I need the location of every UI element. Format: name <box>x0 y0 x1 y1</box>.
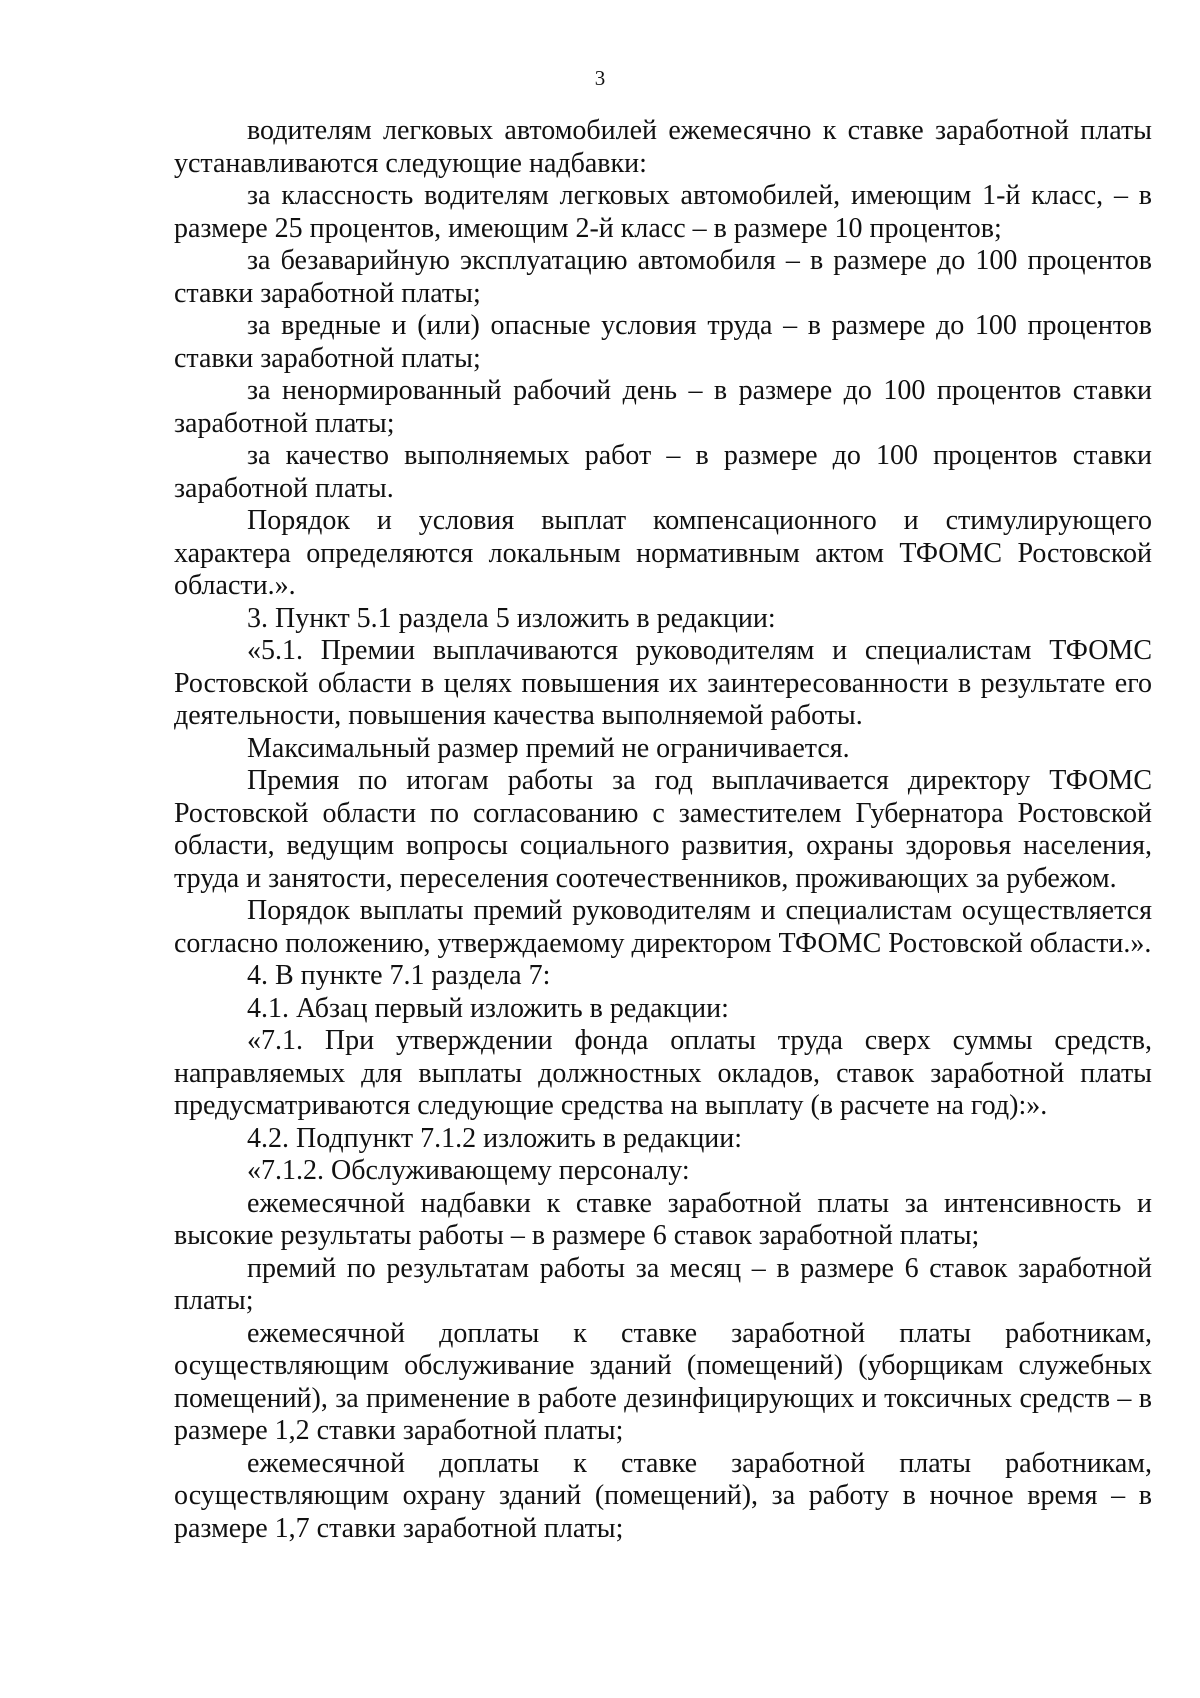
paragraph-payment-procedure: Порядок и условия выплат компенсационного и стимулирующего характера определяются локальным нормативным актом ТФОМС Ростовской области.». <box>174 505 1152 601</box>
paragraph-irregular-hours-allowance: за ненормированный рабочий день – в размере до 100 процентов ставки заработной платы; <box>174 375 1152 439</box>
paragraph-clause-5-1: «5.1. Премии выплачиваются руководителям и специалистам ТФОМС Ростовской области в целях повышения их заинтересованности в результате его деятельности, повышения качества выполняемой работы. <box>174 635 1152 731</box>
paragraph-item-4-1-heading: 4.1. Абзац первый изложить в редакции: <box>247 992 729 1024</box>
paragraph-work-quality-allowance: за качество выполняемых работ – в размере до 100 процентов ставки заработной платы. <box>174 440 1152 504</box>
paragraph-bonus-limit: Максимальный размер премий не ограничивается. <box>247 732 850 764</box>
paragraph-bonus-procedure: Порядок выплаты премий руководителям и специалистам осуществляется согласно положению, утверждаемому директором ТФОМС Ростовской области.». <box>174 895 1152 959</box>
paragraph-cleaning-staff-supplement: ежемесячной доплаты к ставке заработной платы работникам, осуществляющим обслуживание зданий (помещений) (уборщикам служебных помещений), за применение в работе дезинфицирующих и токсичных средств – в размере 1,2 ставки заработной платы; <box>174 1317 1152 1446</box>
document-body <box>174 115 1152 1545</box>
paragraph-annual-bonus: Премия по итогам работы за год выплачивается директору ТФОМС Ростовской области по согласованию с заместителем Губернатора Ростовской области, ведущим вопросы социального развития, охраны здоровья населения, труда и занятости, переселения соотечественников, проживающих за рубежом. <box>174 765 1152 894</box>
paragraph-item-3-heading: 3. Пункт 5.1 раздела 5 изложить в редакции: <box>247 602 776 634</box>
paragraph-intensity-allowance: ежемесячной надбавки к ставке заработной платы за интенсивность и высокие результаты работы – в размере 6 ставок заработной платы; <box>174 1187 1152 1251</box>
page-number: 3 <box>594 66 606 90</box>
paragraph-accident-free-allowance: за безаварийную эксплуатацию автомобиля – в размере до 100 процентов ставки заработной платы; <box>174 245 1152 309</box>
paragraph-item-4-heading: 4. В пункте 7.1 раздела 7: <box>247 960 551 991</box>
paragraph-driver-allowances-intro: водителям легковых автомобилей ежемесячно к ставке заработной платы устанавливаются следующие надбавки: <box>174 115 1152 179</box>
paragraph-clause-7-1-2: «7.1.2. Обслуживающему персоналу: <box>247 1155 690 1186</box>
paragraph-class-allowance: за классность водителям легковых автомобилей, имеющим 1-й класс, – в размере 25 процентов, имеющим 2-й класс – в размере 10 процентов; <box>174 180 1152 244</box>
paragraph-item-4-2-heading: 4.2. Подпункт 7.1.2 изложить в редакции: <box>247 1122 743 1154</box>
paragraph-clause-7-1: «7.1. При утверждении фонда оплаты труда сверх суммы средств, направляемых для выплаты должностных окладов, ставок заработной платы предусматриваются следующие средства на выплату (в расчете на год):». <box>174 1025 1152 1121</box>
paragraph-security-night-supplement: ежемесячной доплаты к ставке заработной платы работникам, осуществляющим охрану зданий (помещений), за работу в ночное время – в размере 1,7 ставки заработной платы; <box>174 1447 1152 1544</box>
paragraph-monthly-bonus: премий по результатам работы за месяц – в размере 6 ставок заработной платы; <box>174 1252 1152 1316</box>
paragraph-hazardous-conditions-allowance: за вредные и (или) опасные условия труда – в размере до 100 процентов ставки заработной платы; <box>174 310 1152 374</box>
